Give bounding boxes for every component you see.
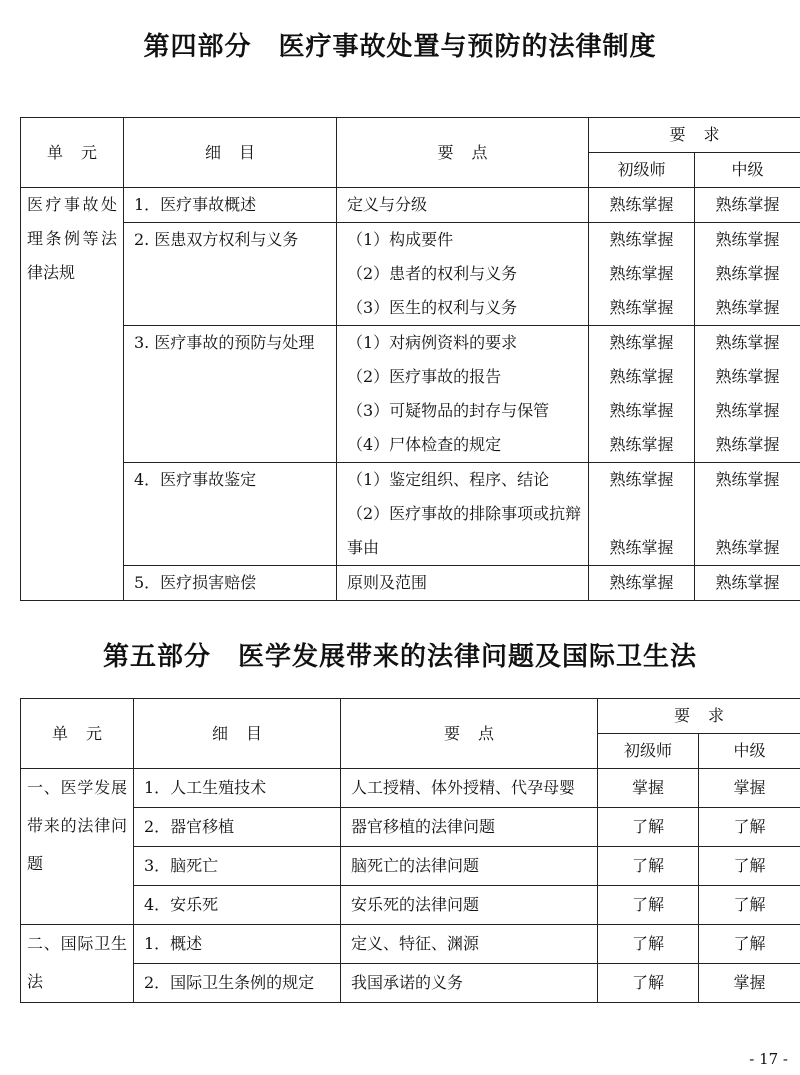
point-cell: 定义、特征、渊源: [341, 925, 598, 964]
header-unit: 单元: [21, 699, 134, 769]
point-cell: （1）构成要件 （2）患者的权利与义务 （3）医生的权利与义务: [337, 223, 589, 326]
middle-cell: 掌握: [699, 769, 800, 808]
point-cell: 人工授精、体外授精、代孕母婴: [341, 769, 598, 808]
middle-cell: 了解: [699, 808, 800, 847]
junior-cell: 熟练掌握: [589, 566, 695, 601]
header-requirement: 要求: [589, 118, 800, 153]
item-cell: 1．医疗事故概述: [124, 188, 337, 223]
table-row: [21, 326, 800, 463]
table-row: [21, 808, 800, 847]
point-cell: 器官移植的法律问题: [341, 808, 598, 847]
table-row: [21, 463, 800, 566]
header-requirement: 要求: [598, 699, 800, 734]
junior-cell: 熟练掌握 熟练掌握 熟练掌握 熟练掌握: [589, 326, 695, 463]
item-cell: 1．人工生殖技术: [134, 769, 341, 808]
unit-cell: 医疗事故处理条例等法律法规: [21, 188, 124, 601]
middle-cell: 熟练掌握 熟练掌握 熟练掌握 熟练掌握: [695, 326, 800, 463]
junior-cell: 了解: [598, 886, 699, 925]
part4-title: 第四部分 医疗事故处置与预防的法律制度: [143, 32, 657, 62]
middle-cell: 熟练掌握 熟练掌握 熟练掌握: [695, 223, 800, 326]
middle-cell: 熟练掌握: [695, 188, 800, 223]
middle-cell: 了解: [699, 847, 800, 886]
middle-cell: 了解: [699, 886, 800, 925]
table-row: [21, 223, 800, 326]
middle-cell: 了解: [699, 925, 800, 964]
point-cell: 原则及范围: [337, 566, 589, 601]
point-cell: （1）鉴定组织、程序、结论 （2）医疗事故的排除事项或抗辩事由: [337, 463, 589, 566]
header-unit: 单元: [21, 118, 124, 188]
table-row: [21, 769, 800, 808]
page-number: - 17 -: [749, 1050, 788, 1068]
header-junior: 初级师: [589, 153, 695, 188]
junior-cell: 了解: [598, 925, 699, 964]
junior-cell: 熟练掌握: [589, 188, 695, 223]
junior-cell: 了解: [598, 808, 699, 847]
table-row: [21, 847, 800, 886]
table-row: [21, 964, 800, 1003]
part5-title: 第五部分 医学发展带来的法律问题及国际卫生法: [102, 642, 697, 672]
point-cell: 我国承诺的义务: [341, 964, 598, 1003]
header-middle: 中级: [695, 153, 800, 188]
header-point: 要点: [341, 699, 598, 769]
junior-cell: 熟练掌握 熟练掌握: [589, 463, 695, 566]
part4-table: [20, 117, 800, 601]
item-cell: 2．器官移植: [134, 808, 341, 847]
point-cell: （1）对病例资料的要求 （2）医疗事故的报告 （3）可疑物品的封存与保管 （4）尸体检查的规定: [337, 326, 589, 463]
middle-cell: 熟练掌握: [695, 566, 800, 601]
middle-cell: 熟练掌握 熟练掌握: [695, 463, 800, 566]
unit-cell: 二、国际卫生法: [21, 925, 134, 1003]
item-cell: 4．安乐死: [134, 886, 341, 925]
item-cell: 2．国际卫生条例的规定: [134, 964, 341, 1003]
table-row: [21, 886, 800, 925]
item-cell: 5．医疗损害赔偿: [124, 566, 337, 601]
part5-table: [20, 698, 800, 1003]
unit-cell: 一、医学发展带来的法律问题: [21, 769, 134, 925]
point-cell: 脑死亡的法律问题: [341, 847, 598, 886]
item-cell: 2. 医患双方权利与义务: [124, 223, 337, 326]
middle-cell: 掌握: [699, 964, 800, 1003]
header-junior: 初级师: [598, 734, 699, 769]
junior-cell: 熟练掌握 熟练掌握 熟练掌握: [589, 223, 695, 326]
header-item: 细目: [134, 699, 341, 769]
table-row: [21, 925, 800, 964]
junior-cell: 掌握: [598, 769, 699, 808]
junior-cell: 了解: [598, 847, 699, 886]
item-cell: 4．医疗事故鉴定: [124, 463, 337, 566]
item-cell: 3．脑死亡: [134, 847, 341, 886]
table-row: [21, 188, 800, 223]
point-cell: 定义与分级: [337, 188, 589, 223]
header-middle: 中级: [699, 734, 800, 769]
junior-cell: 了解: [598, 964, 699, 1003]
item-cell: 1．概述: [134, 925, 341, 964]
item-cell: 3. 医疗事故的预防与处理: [124, 326, 337, 463]
header-item: 细目: [124, 118, 337, 188]
header-point: 要点: [337, 118, 589, 188]
point-cell: 安乐死的法律问题: [341, 886, 598, 925]
table-row: [21, 566, 800, 601]
